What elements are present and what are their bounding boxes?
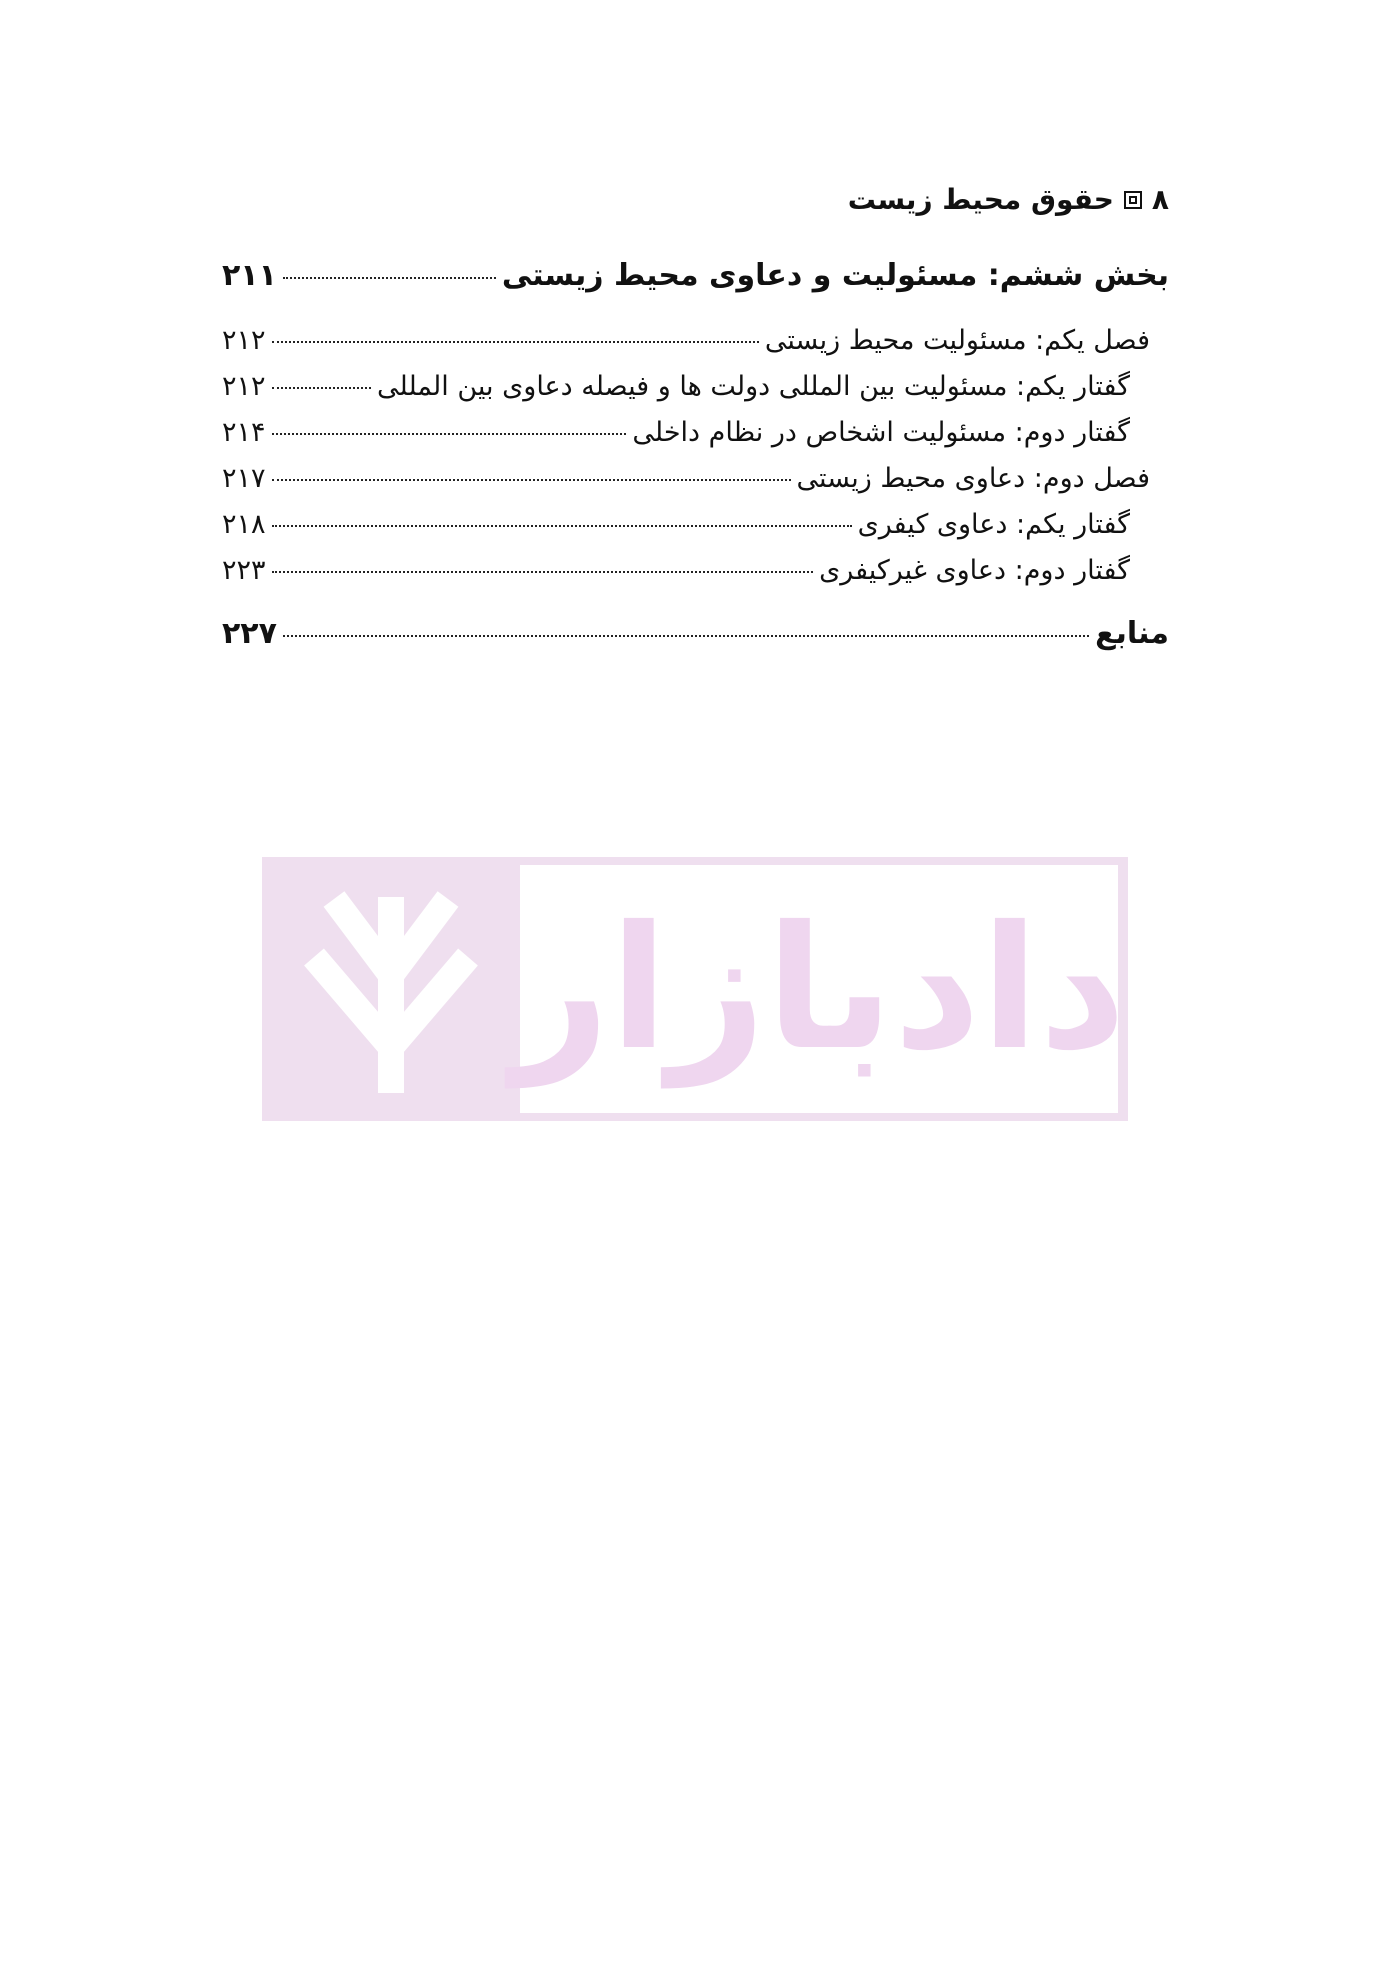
toc-page-number: ۲۱۴ [222,417,266,448]
toc-page-number: ۲۲۷ [222,616,277,651]
toc-entry-title: گفتار دوم: دعاوی غیرکیفری [819,555,1130,586]
toc-page-number: ۲۲۳ [222,555,266,586]
toc-entry-title: فصل دوم: دعاوی محیط زیستی [796,463,1150,494]
publisher-watermark [262,857,1128,1121]
toc-entry[interactable] [222,371,1130,402]
header-page-number: ۸ [1151,183,1169,216]
dot-leader [272,525,852,527]
toc-page-number: ۲۱۲ [222,371,266,402]
toc-sources-heading[interactable] [222,616,1169,651]
dot-leader [272,341,759,343]
running-header [848,183,1169,216]
toc-entry-title: گفتار یکم: مسئولیت بین المللی دولت ها و فیصله دعاوی بین المللی [377,371,1130,402]
toc-sources-title: منابع [1095,616,1169,651]
watermark-wordmark: دادبازار [511,890,1127,1088]
toc-part-heading[interactable] [222,258,1169,293]
toc-entry-title: گفتار دوم: مسئولیت اشخاص در نظام داخلی [632,417,1130,448]
dot-leader [272,571,814,573]
square-ornament-icon [1124,191,1142,209]
header-book-title: حقوق محیط زیست [847,183,1114,216]
toc-page-number: ۲۱۱ [222,258,277,293]
dot-leader [272,387,372,389]
toc-page-number: ۲۱۷ [222,463,266,494]
tree-logo-icon [262,857,520,1121]
toc-page-number: ۲۱۲ [222,325,266,356]
toc-entry[interactable] [222,555,1130,586]
dot-leader [272,479,791,481]
toc-part-title: بخش ششم: مسئولیت و دعاوی محیط زیستی [501,258,1169,293]
dot-leader [272,433,627,435]
watermark-text-panel [511,865,1127,1113]
dot-leader [283,635,1089,637]
toc-entry[interactable] [222,417,1130,448]
toc-entry[interactable] [222,325,1150,356]
toc-entry[interactable] [222,463,1150,494]
toc-entry[interactable] [222,509,1130,540]
toc-page-number: ۲۱۸ [222,509,266,540]
dot-leader [283,277,496,279]
toc-entry-title: فصل یکم: مسئولیت محیط زیستی [764,325,1150,356]
toc-entry-title: گفتار یکم: دعاوی کیفری [857,509,1130,540]
